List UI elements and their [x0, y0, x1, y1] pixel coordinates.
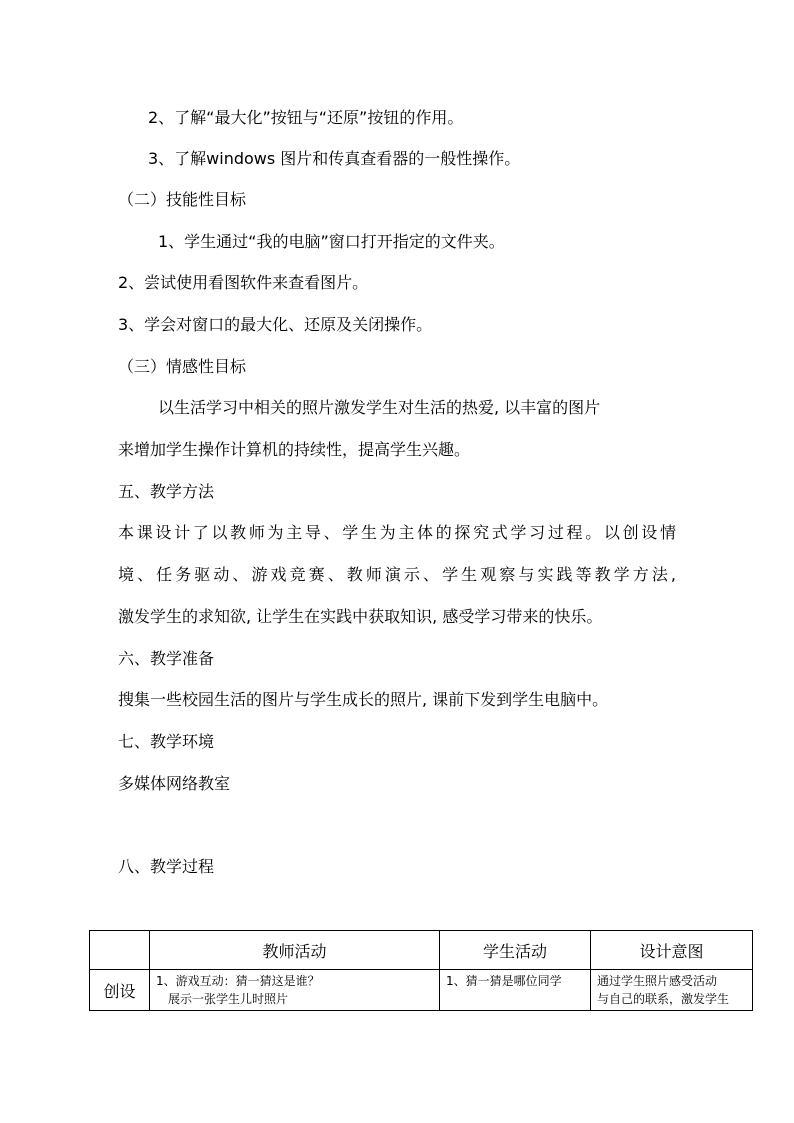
emotion-heading: （三）情感性目标	[118, 357, 247, 376]
emotion-line-2: 来增加学生操作计算机的持续性，提高学生兴趣。	[118, 440, 471, 459]
design-intent-line-2: 与自己的联系，激发学生	[597, 992, 730, 1006]
teacher-activity-line-1: 1、游戏互动：猜一猜这是谁？	[156, 974, 320, 988]
header-teacher-activity: 教师活动	[150, 931, 440, 970]
environment-heading: 七、教学环境	[118, 732, 215, 751]
skills-item-3: 3、学会对窗口的最大化、还原及关闭操作。	[118, 315, 433, 334]
skills-item-2: 2、尝试使用看图软件来查看图片。	[118, 273, 369, 292]
methods-line-1: 本课设计了以教师为主导、学生为主体的探究式学习过程。以创设情	[118, 523, 676, 542]
process-heading: 八、教学过程	[118, 857, 215, 876]
stage-cell: 创设	[90, 970, 150, 1011]
table-header-row	[90, 931, 753, 970]
preparation-text: 搜集一些校园生活的图片与学生成长的照片, 课前下发到学生电脑中。	[118, 690, 609, 709]
methods-heading: 五、教学方法	[118, 482, 215, 501]
header-stage	[90, 931, 150, 970]
methods-line-2: 境、任务驱动、游戏竞赛、教师演示、学生观察与实践等教学方法,	[118, 565, 676, 584]
teacher-activity-cell	[150, 970, 440, 1011]
teaching-process-table	[89, 930, 753, 1011]
methods-line-3: 激发学生的求知欲, 让学生在实践中获取知识, 感受学习带来的快乐。	[118, 607, 603, 626]
teacher-activity-line-2: 展示一张学生儿时照片	[168, 992, 289, 1006]
emotion-line-1: 以生活学习中相关的照片激发学生对生活的热爱, 以丰富的图片	[158, 398, 601, 417]
preparation-heading: 六、教学准备	[118, 649, 215, 668]
header-student-activity: 学生活动	[440, 931, 591, 970]
header-design-intent: 设计意图	[591, 931, 753, 970]
student-activity-cell: 1、猜一猜是哪位同学	[440, 970, 591, 1011]
environment-text: 多媒体网络教室	[118, 774, 231, 793]
skills-heading: （二）技能性目标	[118, 190, 247, 209]
design-intent-line-1: 通过学生照片感受活动	[597, 974, 718, 988]
design-intent-cell	[591, 970, 753, 1011]
skills-item-1: 1、学生通过“我的电脑”窗口打开指定的文件夹。	[158, 232, 505, 251]
objective-item-2: 2、了解“最大化”按钮与“还原”按钮的作用。	[148, 108, 464, 127]
objective-item-3: 3、了解windows 图片和传真查看器的一般性操作。	[148, 149, 521, 168]
table-row	[90, 970, 753, 1011]
